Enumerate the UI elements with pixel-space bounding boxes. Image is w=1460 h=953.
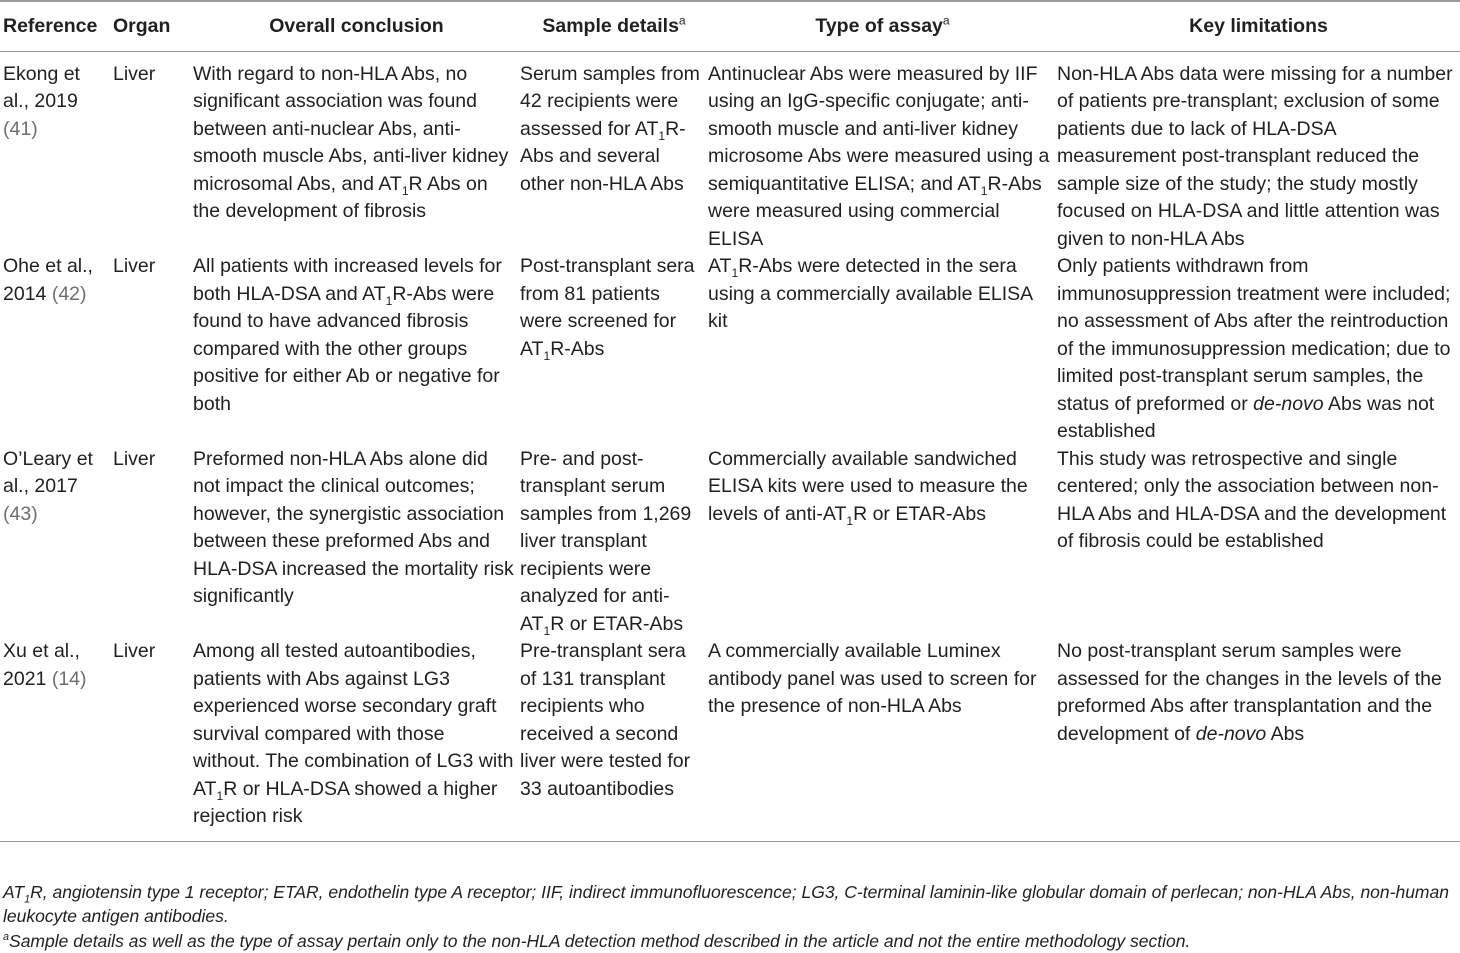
footnote-a-text: Sample details as well as the type of assay pertain only to the non-HLA detection method described in the article and not the entire methodology section. <box>9 931 1191 951</box>
cell-limitations: This study was retrospective and single centered; only the association between non-HLA Abs and HLA-DSA and the development of fibrosis could be established <box>1057 447 1447 552</box>
table-row <box>0 638 1460 841</box>
citation-number: (43) <box>3 502 38 525</box>
header-type-of-assay: Type of assay$^a$ <box>708 1 1057 51</box>
cell-reference <box>0 253 113 446</box>
cell-assay: Antinuclear Abs were measured by IIF using an IgG-specific conjugate; anti-smooth muscle and anti-liver kidney microsome Abs were measured using a semiquantitative ELISA; and $AT_1R$-Abs were measured using commercial ELISA <box>708 62 1050 250</box>
cell-organ: Liver <box>113 62 156 85</box>
header-overall-conclusion: Overall conclusion <box>193 1 520 51</box>
table-row <box>0 253 1460 446</box>
cell-sample-details: Pre- and post-transplant serum samples from 1,269 liver transplant recipients were analyzed for anti-$AT_1R$ or ETAR-Abs <box>520 447 692 638</box>
cell-limitations: Only patients withdrawn from immunosuppression treatment were included; no assessment of Abs after the reintroduction of the immunosuppression medication; due to limited post-transplant serum samples, the status of preformed or de-novo Abs was not established <box>1057 255 1451 442</box>
cell-conclusion: Preformed non-HLA Abs alone did not impact the clinical outcomes; however, the synergistic association between these preformed Abs and HLA-DSA increased the mortality risk significantly <box>193 447 514 607</box>
abbreviations-text: $AT_1R$, angiotensin type 1 receptor; ETAR, endothelin type A receptor; IIF, indirect immunofluorescence; LG3, C-terminal laminin-like globular domain of perlecan; non-HLA Abs, non-human leukocyte antigen antibodies. <box>3 882 1449 926</box>
cell-organ: Liver <box>113 638 193 841</box>
reference-text: Ekong et al., 2019 <box>3 62 80 112</box>
table-row <box>0 446 1460 639</box>
cell-conclusion: With regard to non-HLA Abs, no significant association was found between anti-nuclear Abs, anti-smooth muscle Abs, anti-liver kidney microsomal Abs, and $AT_1R$ Abs on the development of fibrosis <box>193 62 509 222</box>
header-key-limitations: Key limitations <box>1057 1 1460 51</box>
footnote-abbreviations <box>3 880 1453 928</box>
footnote-a <box>3 929 1453 953</box>
reference-text: Ohe et al., 2014 <box>3 255 93 305</box>
cell-sample-details: Pre-transplant sera of 131 transplant recipients who received a second liver were tested for 33 autoantibodies <box>520 638 708 841</box>
header-reference: Reference <box>0 1 113 51</box>
footnote-mark: a <box>678 13 686 28</box>
cell-limitations: Non-HLA Abs data were missing for a number of patients pre-transplant; exclusion of some patients due to lack of HLA-DSA measurement post-transplant reduced the sample size of the study; the study mostly focused on HLA-DSA and little attention was given to non-HLA Abs <box>1057 62 1453 250</box>
header-organ: Organ <box>113 1 193 51</box>
cell-organ: Liver <box>113 447 156 470</box>
footnote-mark: a <box>942 13 950 28</box>
cell-sample-details: Serum samples from 42 recipients were assessed for $AT_1R$-Abs and several other non-HLA Abs <box>520 62 700 195</box>
citation-number: (41) <box>3 117 38 140</box>
cell-conclusion: Among all tested autoantibodies, patients with Abs against LG3 experienced worse secondary graft survival compared with those without. The combination of LG3 with $AT_1R$ or HLA-DSA showed a higher rejection risk <box>193 638 520 841</box>
table-body <box>0 51 1460 841</box>
cell-assay: Commercially available sandwiched ELISA kits were used to measure the levels of anti-$AT_1R$ or ETAR-Abs <box>708 447 1028 528</box>
cell-assay: $AT_1R$-Abs were detected in the sera using a commercially available ELISA kit <box>708 255 1033 332</box>
footnote-a-mark: a <box>3 931 10 944</box>
header-sample-details: Sample details$^a$ <box>520 1 708 51</box>
citation-number: (42) <box>51 282 87 305</box>
cell-sample-details: Post-transplant sera from 81 patients were screened for $AT_1R$-Abs <box>520 255 695 363</box>
reference-text: Xu et al., 2021 <box>3 640 80 690</box>
cell-assay: A commercially available Luminex antibody panel was used to screen for the presence of non-HLA Abs <box>708 638 1057 841</box>
cell-conclusion: All patients with increased levels for both HLA-DSA and $AT_1R$-Abs were found to have advanced fibrosis compared with the other groups positive for either Ab or negative for both <box>193 255 502 415</box>
cell-reference <box>0 51 113 253</box>
citation-number: (14) <box>51 667 87 690</box>
cell-limitations: No post-transplant serum samples were assessed for the changes in the levels of the preformed Abs after transplantation and the development of de-novo Abs <box>1057 638 1460 841</box>
cell-organ: Liver <box>113 255 156 277</box>
table-row <box>0 51 1460 253</box>
cell-reference <box>0 446 113 639</box>
header-row <box>0 1 1460 51</box>
cell-reference <box>0 638 113 841</box>
reference-text: O’Leary et al., 2017 <box>3 447 93 497</box>
table-header <box>0 1 1460 51</box>
